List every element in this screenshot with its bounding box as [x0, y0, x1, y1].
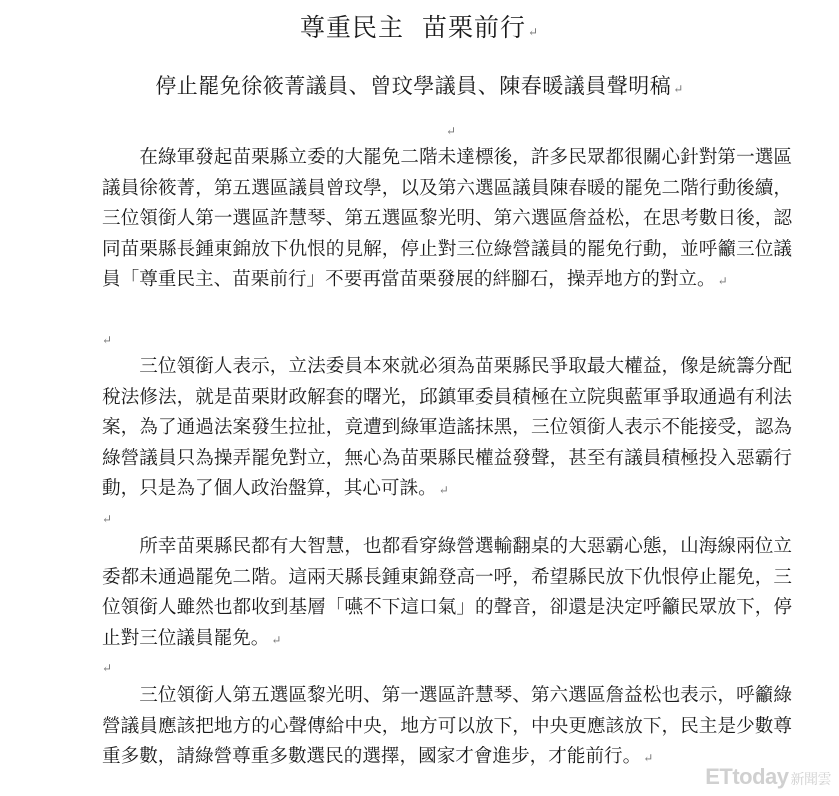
document-title: [0, 8, 839, 44]
body-paragraph-2: [102, 352, 792, 506]
title-part-1: 尊重民主: [299, 13, 404, 42]
body-paragraph-1: [102, 143, 792, 297]
paragraph-mark-icon: ↵: [102, 661, 113, 675]
paragraph-2-text: 三位領銜人表示，立法委員本來就必須為苗栗縣民爭取最大權益，像是統籌分配稅法修法，就是苗栗財政解套的曙光，邱鎮軍委員積極在立院與藍軍爭取通過有利法案，為了通過法案發生拉扯，竟遭到綠軍造謠抹黑，三位領銜人表示不能接受，認為綠營議員只為操弄罷免對立，無心為苗栗縣民權益發聲，甚至有議員積極投入惡霸行動，只是為了個人政治盤算，其心可誅。: [102, 356, 792, 500]
ettoday-watermark: [705, 764, 831, 790]
title-part-2: 苗栗前行: [421, 13, 526, 42]
paragraph-mark-icon: ↵: [717, 274, 728, 289]
paragraph-mark-icon: ↵: [271, 632, 282, 647]
paragraph-mark-icon: ↵: [643, 751, 654, 766]
document-subtitle: [0, 70, 839, 100]
body-paragraph-4: [102, 681, 792, 774]
paragraph-mark-icon: ↵: [438, 483, 449, 498]
subtitle-text: 停止罷免徐筱菁議員、曾玟學議員、陳春暖議員聲明稿: [155, 74, 672, 98]
paragraph-mark-icon: ↵: [673, 82, 684, 96]
watermark-suffix: 新聞雲: [790, 771, 831, 787]
paragraph-4-text: 三位領銜人第五選區黎光明、第一選區許慧琴、第六選區詹益松也表示，呼籲綠營議員應該把地方的心聲傳給中央，地方可以放下，中央更應該放下，民主是少數尊重多數，請綠營尊重多數選民的選擇，國家才會進步，才能前行。: [102, 685, 792, 768]
paragraph-1-text: 在綠軍發起苗栗縣立委的大罷免二階未達標後，許多民眾都很關心針對第一選區議員徐筱菁，第五選區議員曾玟學，以及第六選區議員陳春暖的罷免二階行動後續，三位領銜人第一選區許慧琴、第五選區黎光明、第六選區詹益松，在思考數日後，認同苗栗縣長鍾東錦放下仇恨的見解，停止對三位綠營議員的罷免行動，並呼籲三位議員「尊重民主、苗栗前行」不要再當苗栗發展的絆腳石，操弄地方的對立。: [102, 147, 792, 291]
paragraph-mark-icon: ↵: [102, 512, 113, 526]
body-paragraph-3: [102, 532, 792, 655]
paragraph-mark-icon: ↵: [446, 124, 457, 138]
paragraph-mark-icon: ↵: [527, 25, 540, 39]
paragraph-mark-icon: ↵: [102, 333, 113, 347]
watermark-brand: ETtoday: [705, 764, 789, 789]
paragraph-3-text: 所幸苗栗縣民都有大智慧，也都看穿綠營選輸翻桌的大惡霸心態，山海線兩位立委都未通過罷免二階。這兩天縣長鍾東錦登高一呼，希望縣民放下仇恨停止罷免，三位領銜人雖然也都收到基層「嚥不下這口氣」的聲音，卻還是決定呼籲民眾放下，停止對三位議員罷免。: [102, 536, 792, 649]
